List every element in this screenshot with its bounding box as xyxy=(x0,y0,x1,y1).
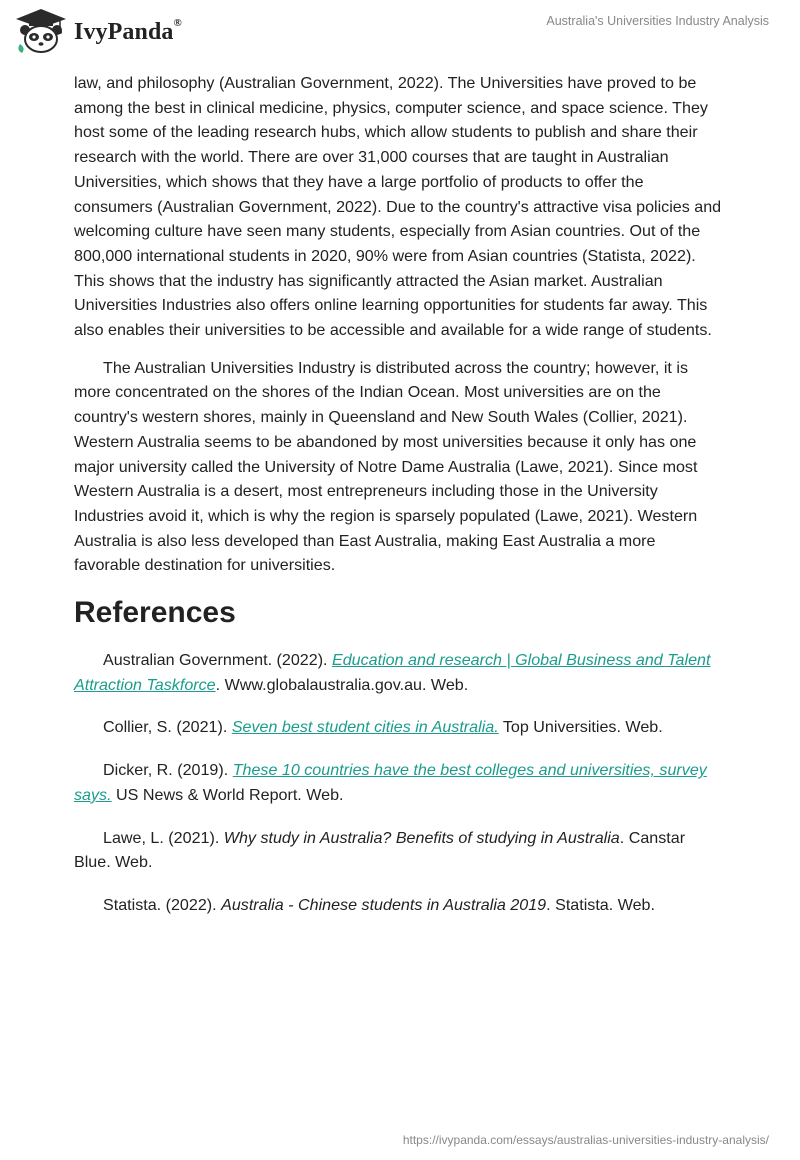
reference-item: Dicker, R. (2019). These 10 countries have the best colleges and universities, survey says. US News & World Report. Web. xyxy=(74,761,707,804)
reference-item: Australian Government. (2022). Education and research | Global Business and Talent Attraction Taskforce. Www.globalaustralia.gov.au. Web. xyxy=(74,651,711,694)
reference-item: Lawe, L. (2021). Why study in Australia? Benefits of studying in Australia. Canstar Blue. Web. xyxy=(74,828,686,872)
reference-link[interactable]: Seven best student cities in Australia. xyxy=(231,718,499,737)
source-url: https://ivypanda.com/essays/australias-universities-industry-analysis/ xyxy=(402,1133,769,1147)
brand-name: IvyPanda® xyxy=(74,16,182,45)
reference-title: Australia - Chinese students in Australia 2019 xyxy=(221,895,547,914)
panda-graduate-icon xyxy=(14,6,68,54)
references-heading: References xyxy=(74,596,236,630)
reference-item: Statista. (2022). Australia - Chinese students in Australia 2019. Statista. Web. xyxy=(103,895,655,914)
body-paragraph: The Australian Universities Industry is distributed across the country; however, it is more concentrated on the shores of the Indian Ocean. Most universities are on the country's western shores, mainly in Queensland and New South Wales (Collier, 2021). Western Australia seems to be abandoned by most universities because it only has one major university called the University of Notre Dame Australia (Lawe, 2021). Since most Western Australia is a desert, most entrepreneurs including those in the University Industries avoid it, which is why the region is sparsely populated (Lawe, 2021). Western Australia is also less developed than East Australia, making East Australia a more favorable destination for universities. xyxy=(74,358,698,575)
reference-link[interactable]: Education and research | Global Business and Talent Attraction Taskforce xyxy=(74,651,711,694)
document-title: Australia's Universities Industry Analysis xyxy=(546,14,769,28)
brand-logo[interactable] xyxy=(14,6,182,54)
essay-content xyxy=(74,71,726,918)
body-paragraph: law, and philosophy (Australian Government, 2022). The Universities have proved to be among the best in clinical medicine, physics, computer science, and space science. They host some of the leading research hubs, which allow students to publish and share their research with the world. There are over 31,000 courses that are taught in Australian Universities, which shows that they have a large portfolio of products to offer the consumers (Australian Government, 2022). Due to the country's attractive visa policies and welcoming culture have seen many students, especially from Asian countries. Out of the 800,000 international students in 2020, 90% were from Asian countries (Statista, 2022). This shows that the industry has significantly attracted the Asian market. Australian Universities Industries also offers online learning opportunities for students far away. This also enables their universities to be accessible and available for a wide range of students. xyxy=(74,74,722,340)
reference-item: Collier, S. (2021). Seven best student cities in Australia. Top Universities. Web. xyxy=(103,718,663,737)
reference-title: Why study in Australia? Benefits of studying in Australia xyxy=(223,828,620,847)
reference-link[interactable]: These 10 countries have the best colleges and universities, survey says. xyxy=(74,761,707,804)
